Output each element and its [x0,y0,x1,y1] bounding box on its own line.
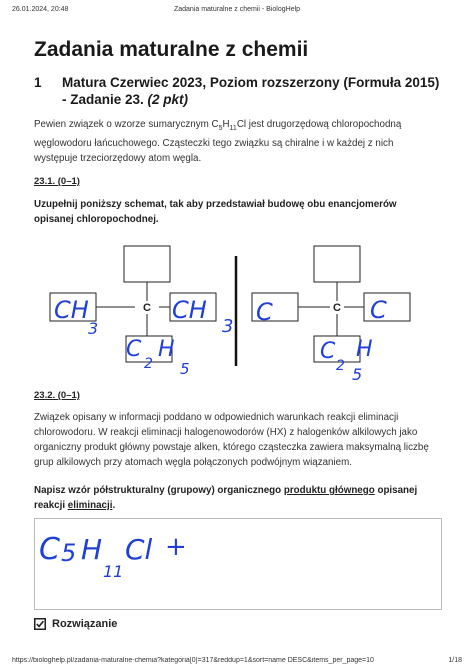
answer-handwriting [35,519,441,609]
answer-box[interactable] [34,518,442,610]
instr-underline-product: produktu głównego [283,485,375,496]
task-heading [34,74,444,108]
print-page-number: 1/18 [448,657,462,664]
task-number: 1 [34,75,42,90]
center-atom-right: C [333,302,341,314]
task-heading-label: Matura Czerwiec 2023, Poziom rozszerzony (Formuła 2015) - Zadanie 23. [62,75,440,107]
page-title: Zadania maturalne z chemii [34,38,309,61]
handwriting-h-right-bottom: H [356,337,373,362]
subtask-label-23-2[interactable]: 23.2. (0–1) [34,390,80,401]
intro-sub-5: 5 [218,124,223,132]
subtask-label-23-1[interactable]: 23.1. (0–1) [34,176,80,187]
print-url: https://biologhelp.pl/zadania-maturalne-chemia?kategoria[0]=317&reddup=1&sort=name DESC&items_per_page=10 [12,657,374,664]
handwriting-sub-5-bottom: 5 [180,360,190,378]
task-intro [34,117,434,166]
print-datetime: 26.01.2024, 20:48 [12,6,69,13]
center-atom-left: C [143,302,151,314]
task-points: (2 pkt) [147,92,189,107]
enantiomer-diagram [30,238,440,388]
instr-underline-elimination: eliminacji [67,500,113,511]
answer-11: 11 [103,562,124,581]
handwriting-c-right-right: C [370,296,387,324]
answer-h: H [81,533,103,566]
solution-label: Rozwiązanie [52,618,118,630]
handwriting-c-right-bottom: C [320,339,336,364]
handwriting-sub-5-right-bottom: 5 [352,365,363,384]
answer-cl: Cl [125,533,153,566]
checkbox-check-icon [34,618,46,630]
handwriting-sub-2-right-bottom: 2 [336,358,345,374]
intro-text-2: Cl jest drugorzędową chloropochodną węglowodoru łańcuchowego. Cząsteczki tego związku są chiralne i w każdej z nich występuje trzeciorzędowy atom węgla. [34,119,402,164]
handwriting-ch-right: CH [172,296,207,324]
subtask-body-23-2: Związek opisany w informacji poddano w odpowiednich warunkach reakcji eliminacji chlorowodoru. W reakcji eliminacji halogenowodorów (HX) z halogenków alkilowych jako organiczny produkt główny powstaje alken, którego cząsteczka zawiera maksymalną liczbę grup alkilowych przy atomach węgla połączonych podwójnym wiązaniem. [34,412,429,468]
intro-text-1: Pewien związek o wzorze sumarycznym C [34,119,219,130]
handwriting-sub-2-bottom: 2 [144,356,153,372]
print-footer [12,657,462,664]
intro-text-h: H [222,119,230,130]
box-top-left[interactable] [124,246,170,282]
instr-part-c: . [112,500,116,511]
answer-plus: + [165,532,187,562]
print-header [12,6,462,13]
answer-c: C [39,532,60,567]
box-top-right[interactable] [314,246,360,282]
print-page-title: Zadania maturalne z chemii - BiologHelp [173,6,301,13]
subtask-instruction-23-1: Uzupełnij poniższy schemat, tak aby przedstawiał budowę obu enancjomerów opisanej chloropochodnej. [34,199,397,225]
handwriting-ch-left: CH [54,296,89,324]
handwriting-c-right-left: C [256,298,273,326]
subtask-instruction-23-2 [34,483,439,513]
solution-toggle[interactable] [34,618,117,630]
handwriting-c-bottom: C [126,337,142,362]
handwriting-sub-3-left: 3 [88,319,99,338]
intro-sub-11: 11 [229,124,237,132]
task-heading-text [62,74,444,108]
answer-5: 5 [61,539,77,567]
instr-part-a: Napisz wzór półstrukturalny (grupowy) organicznego [34,485,284,496]
instr-part-b: opisanej reakcji [34,485,418,511]
handwriting-sub-3-right: 3 [222,316,234,337]
handwriting-h-bottom: H [158,337,175,362]
